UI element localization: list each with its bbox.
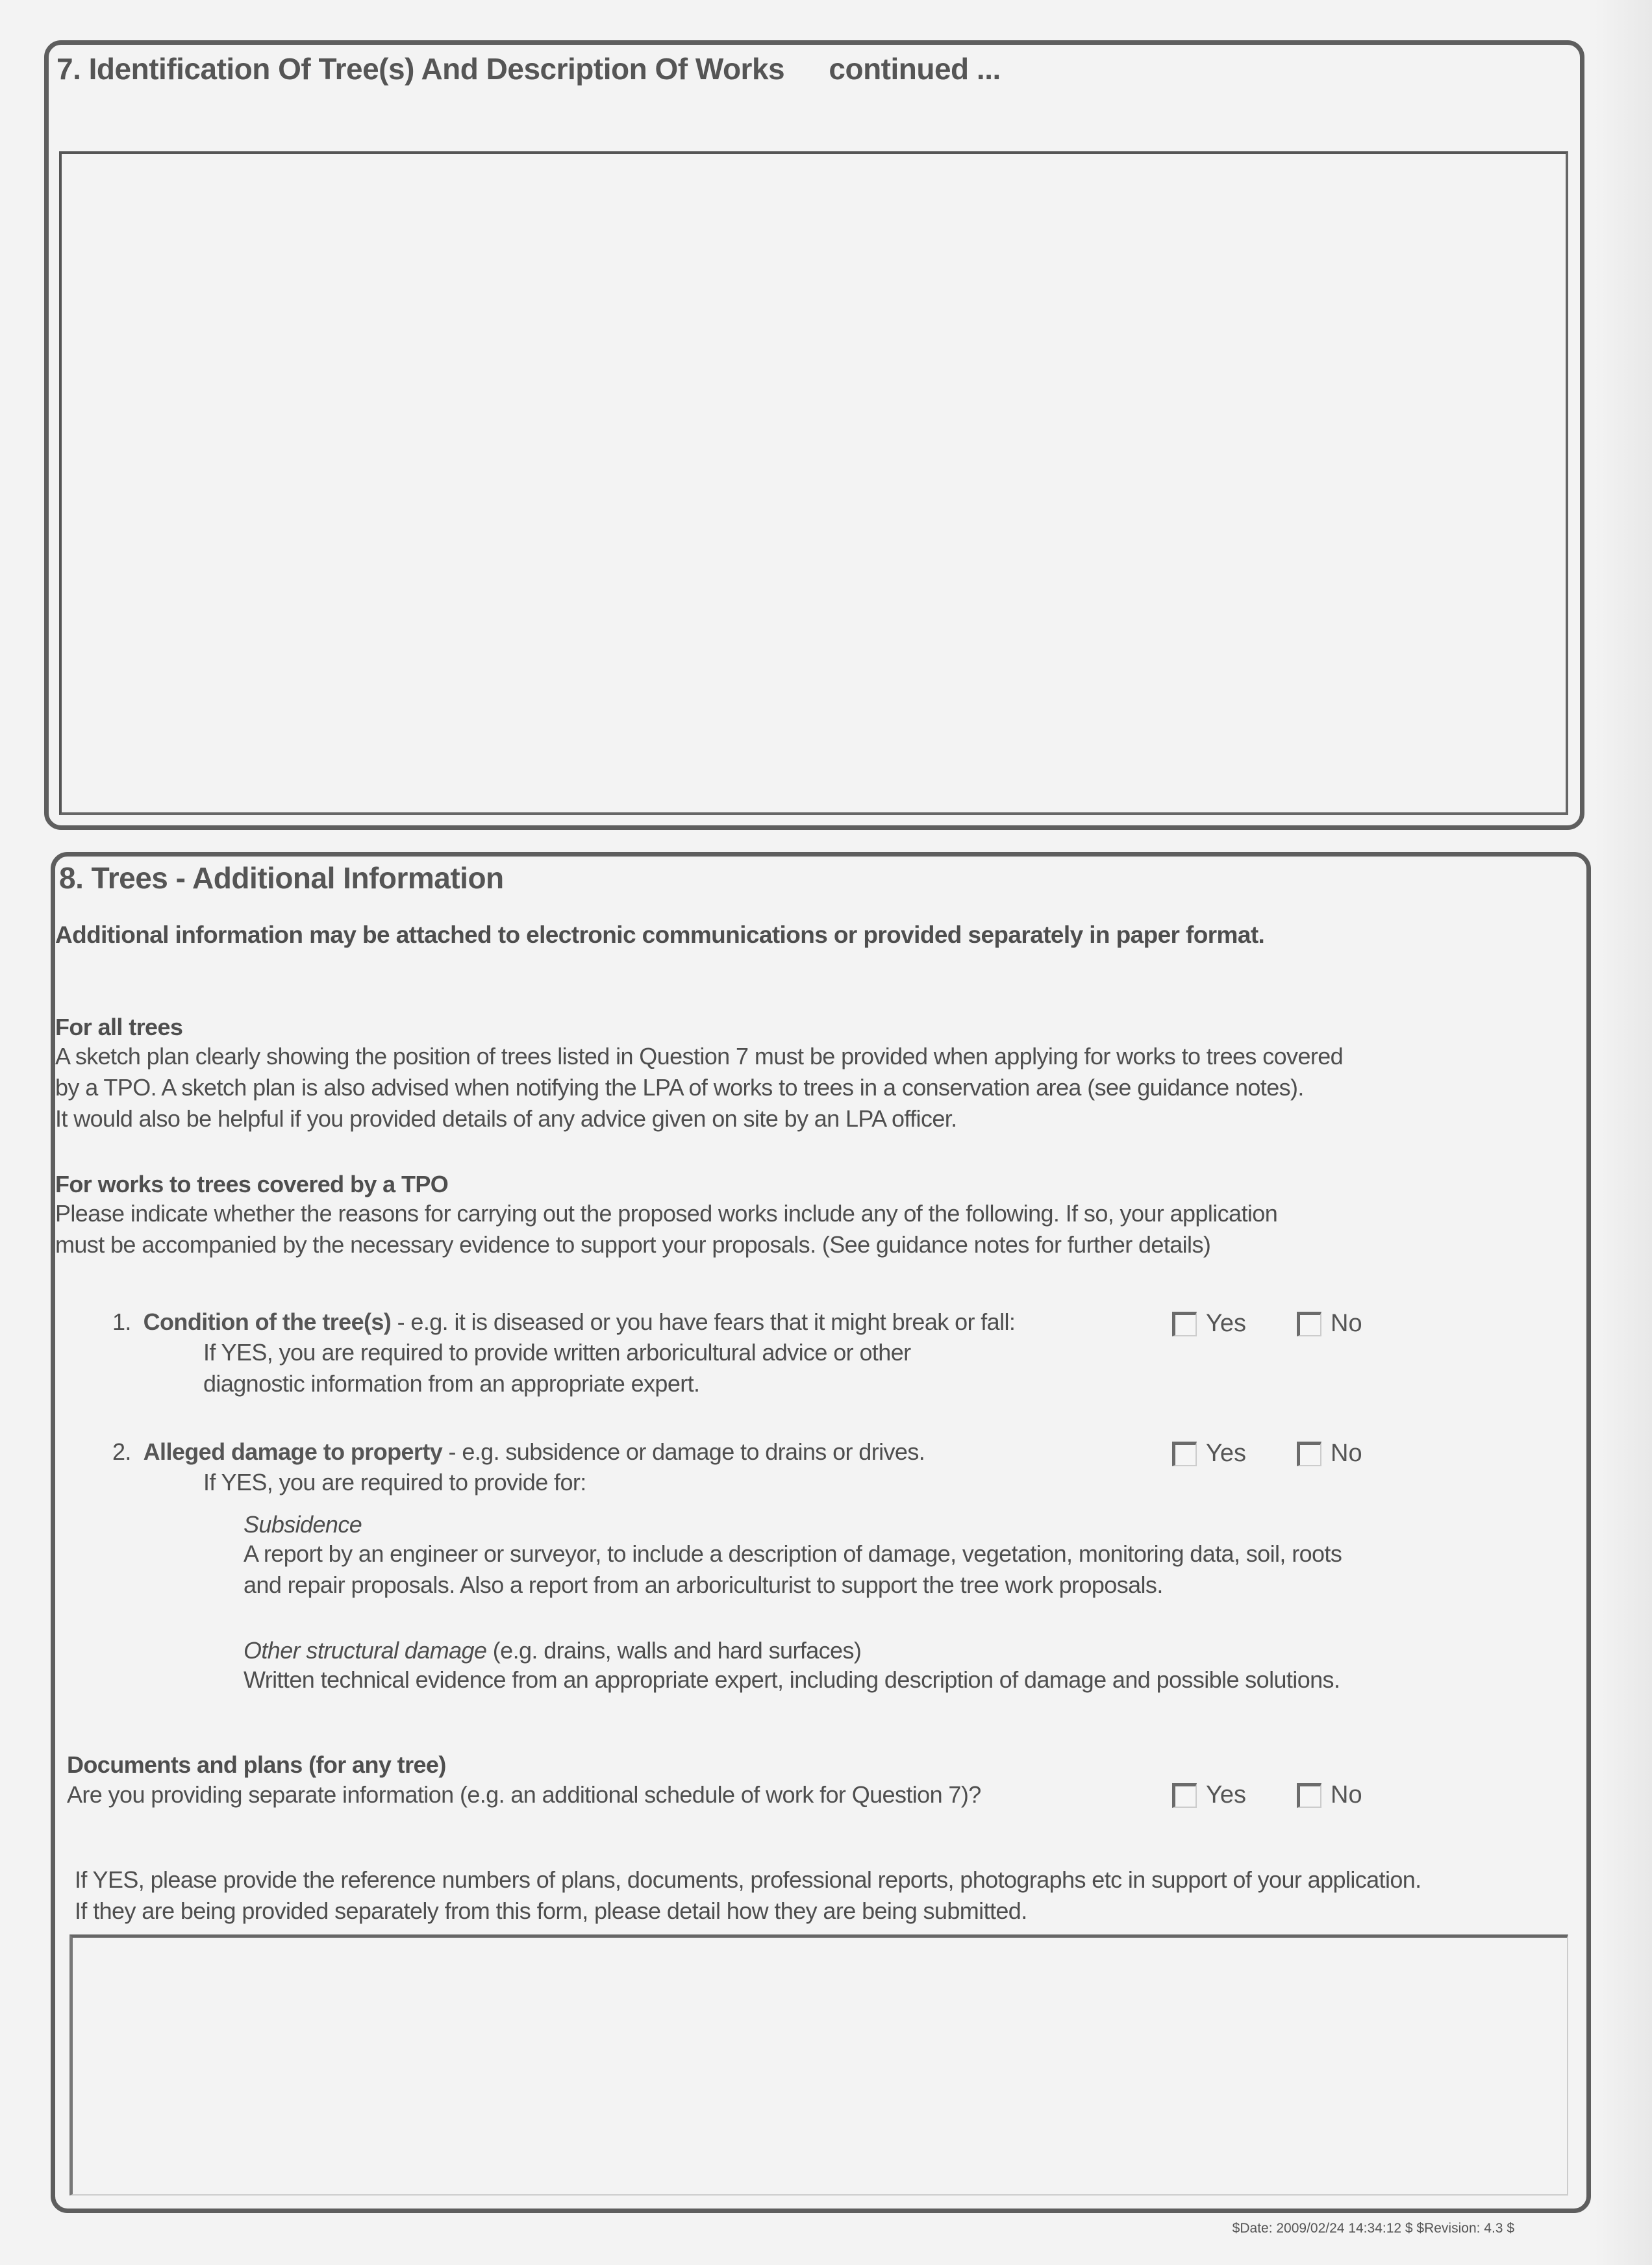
subsidence-line: and repair proposals. Also a report from an arboriculturist to support the tree work proposals. — [244, 1571, 1163, 1598]
documents-no-option[interactable] — [1297, 1781, 1362, 1809]
question-1-no-label[interactable]: No — [1331, 1310, 1362, 1337]
question-1-no-checkbox[interactable] — [1297, 1312, 1321, 1336]
question-1-requirements — [203, 1337, 911, 1399]
section-7-title — [56, 51, 1001, 86]
section-7-continued-label: continued ... — [829, 52, 1001, 86]
question-1-options — [1172, 1310, 1362, 1338]
question-1-title: Condition of the tree(s) — [143, 1308, 392, 1335]
question-1-no-option[interactable] — [1297, 1310, 1362, 1338]
other-damage-heading-italic: Other structural damage — [244, 1637, 487, 1664]
section-8-additional-information — [51, 852, 1591, 2213]
question-1-yes-label[interactable]: Yes — [1206, 1310, 1246, 1337]
other-damage-heading-rest: (e.g. drains, walls and hard surfaces) — [486, 1637, 862, 1664]
question-2 — [112, 1438, 925, 1466]
question-1-yes-checkbox[interactable] — [1172, 1312, 1197, 1336]
documents-yes-option[interactable] — [1172, 1781, 1246, 1809]
question-1-requirement-line: diagnostic information from an appropriate expert. — [203, 1370, 700, 1397]
section-8-heading: Trees - Additional Information — [91, 861, 504, 895]
for-all-trees-line: by a TPO. A sketch plan is also advised when notifying the LPA of works to trees in a conservation area (see guidance notes). — [55, 1074, 1304, 1101]
tpo-line: must be accompanied by the necessary evidence to support your proposals. (See guidance notes for further details) — [55, 1231, 1211, 1258]
attachment-note: Additional information may be attached to electronic communications or provided separately in paper format. — [55, 921, 1265, 948]
question-2-no-option[interactable] — [1297, 1440, 1362, 1468]
subsidence-line: A report by an engineer or surveyor, to include a description of damage, vegetation, monitoring data, soil, roots — [244, 1540, 1342, 1567]
section-7-number: 7. — [56, 52, 81, 86]
question-1-description: - e.g. it is diseased or you have fears that it might break or fall: — [391, 1308, 1016, 1335]
question-2-yes-checkbox[interactable] — [1172, 1442, 1197, 1466]
documents-instruction-line: If YES, please provide the reference numbers of plans, documents, professional reports, photographs etc in support of your application. — [75, 1866, 1421, 1893]
for-all-trees-line: It would also be helpful if you provided details of any advice given on site by an LPA officer. — [55, 1105, 957, 1132]
question-1-number: 1. — [112, 1308, 131, 1335]
documents-no-label[interactable]: No — [1331, 1781, 1362, 1808]
question-2-description: - e.g. subsidence or damage to drains or drives. — [442, 1438, 925, 1465]
subsidence-heading: Subsidence — [244, 1511, 362, 1538]
documents-yes-label[interactable]: Yes — [1206, 1781, 1246, 1808]
section-8-title — [59, 860, 504, 895]
documents-no-checkbox[interactable] — [1297, 1783, 1321, 1808]
other-damage-line: Written technical evidence from an appropriate expert, including description of damage and possible solutions. — [244, 1666, 1340, 1693]
question-2-no-checkbox[interactable] — [1297, 1442, 1321, 1466]
documents-instructions — [75, 1864, 1421, 1927]
tpo-heading: For works to trees covered by a TPO — [55, 1171, 449, 1197]
section-7-heading: Identification Of Tree(s) And Description Of Works — [88, 52, 785, 86]
question-1-yes-option[interactable] — [1172, 1310, 1246, 1338]
other-damage-heading — [244, 1637, 861, 1664]
tpo-line: Please indicate whether the reasons for carrying out the proposed works include any of the following. If so, your application — [55, 1200, 1278, 1227]
question-2-no-label[interactable]: No — [1331, 1440, 1362, 1467]
question-2-yes-option[interactable] — [1172, 1440, 1246, 1468]
question-2-requirements — [203, 1467, 586, 1498]
section-7-description-textarea[interactable] — [59, 151, 1568, 815]
section-8-number: 8. — [59, 861, 84, 895]
revision-stamp: $Date: 2009/02/24 14:34:12 $ $Revision: 4.3 $ — [1232, 2221, 1514, 2236]
question-2-options — [1172, 1440, 1362, 1468]
question-2-title: Alleged damage to property — [143, 1438, 443, 1465]
documents-heading: Documents and plans (for any tree) — [67, 1751, 446, 1778]
documents-yes-checkbox[interactable] — [1172, 1783, 1197, 1808]
question-1 — [112, 1308, 1015, 1336]
other-damage-text — [244, 1664, 1340, 1696]
for-all-trees-heading: For all trees — [55, 1014, 183, 1040]
documents-options — [1172, 1781, 1362, 1809]
section-7-tree-identification — [44, 40, 1584, 830]
documents-reference-textarea[interactable] — [69, 1934, 1568, 2196]
for-all-trees-text — [55, 1041, 1343, 1134]
documents-question: Are you providing separate information (e.g. an additional schedule of work for Question 7)? — [67, 1781, 981, 1808]
subsidence-text — [244, 1538, 1342, 1601]
question-2-number: 2. — [112, 1438, 131, 1465]
for-all-trees-line: A sketch plan clearly showing the position of trees listed in Question 7 must be provided when applying for works to trees covered — [55, 1043, 1344, 1070]
question-1-requirement-line: If YES, you are required to provide written arboricultural advice or other — [203, 1339, 911, 1366]
tpo-text — [55, 1198, 1277, 1260]
question-2-requirement-line: If YES, you are required to provide for: — [203, 1469, 586, 1495]
documents-instruction-line: If they are being provided separately from this form, please detail how they are being submitted. — [75, 1897, 1027, 1924]
question-2-yes-label[interactable]: Yes — [1206, 1440, 1246, 1467]
